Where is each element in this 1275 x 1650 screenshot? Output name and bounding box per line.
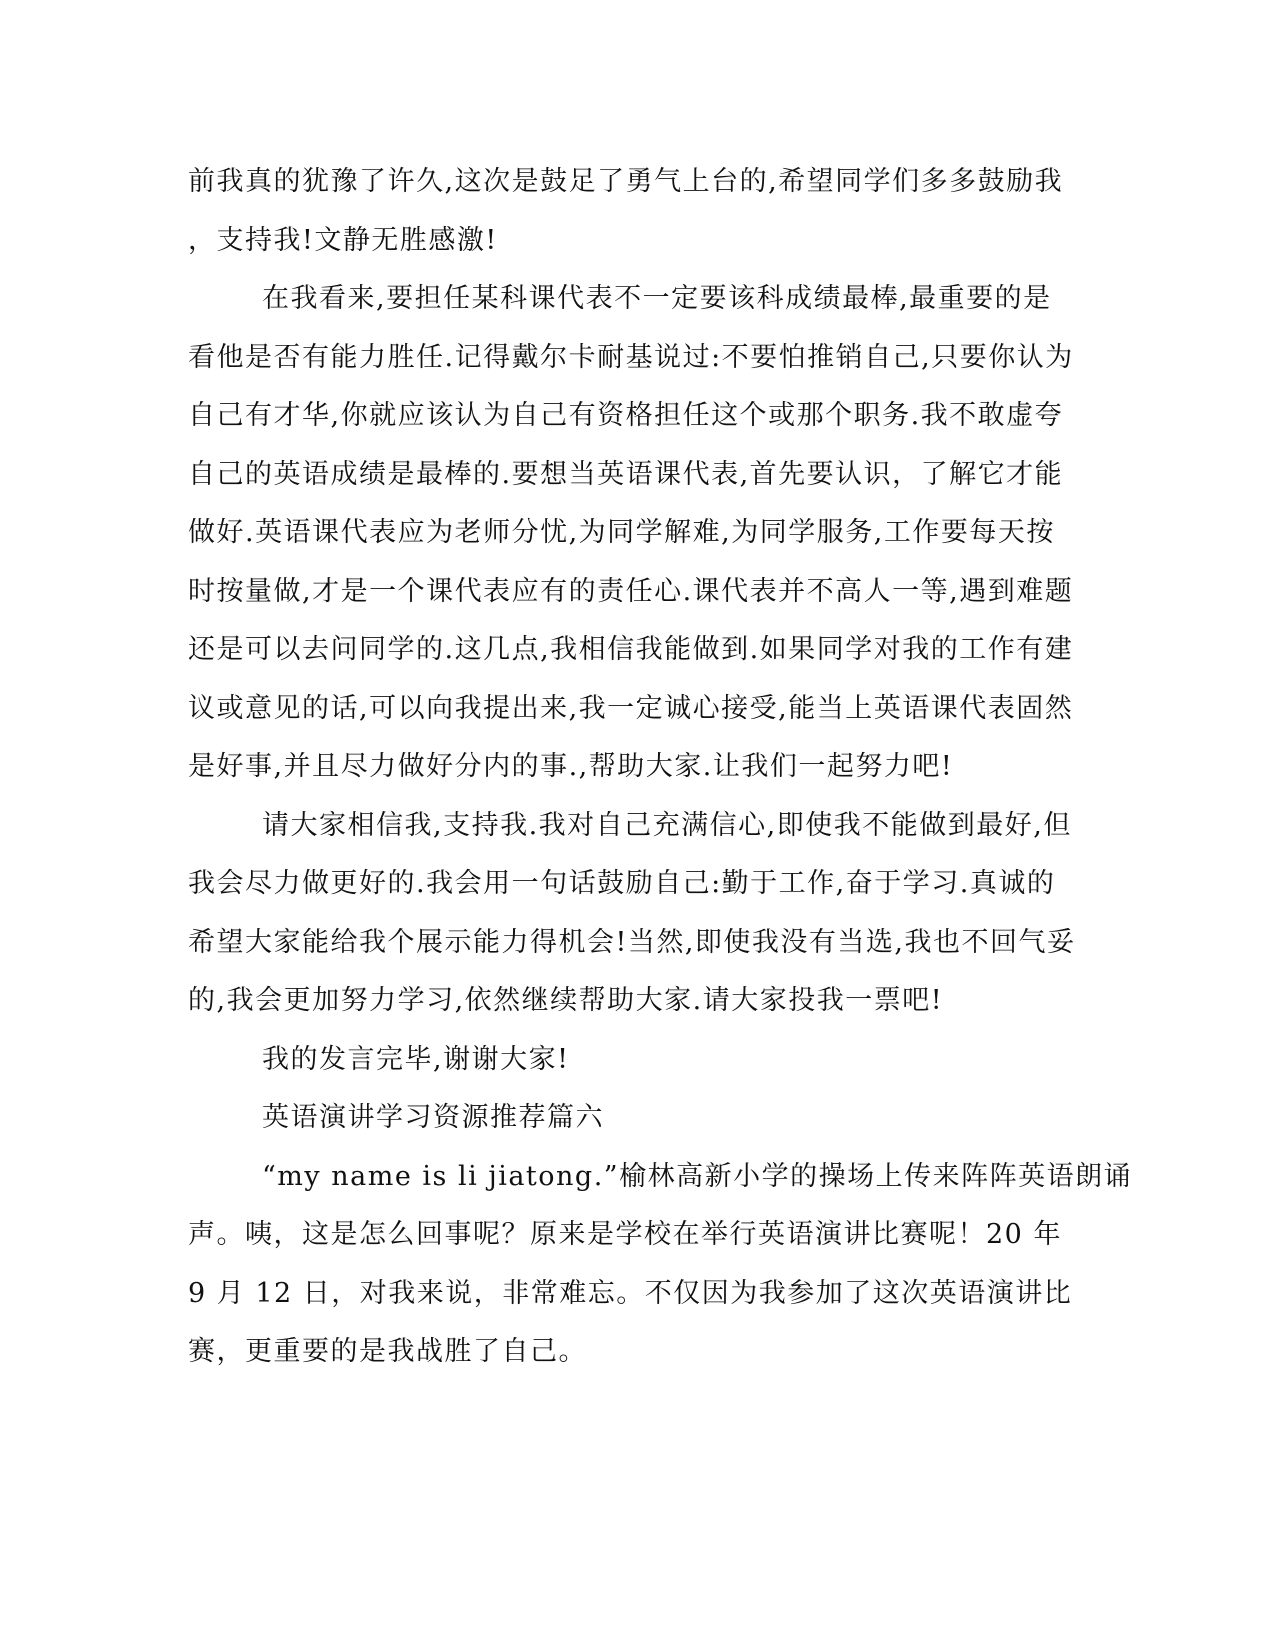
text-line: 时按量做,才是一个课代表应有的责任心.课代表并不高人一等,遇到难题 [188, 576, 1074, 607]
text-line: ，支持我!文静无胜感激! [188, 225, 498, 256]
text-line: 声。咦，这是怎么回事呢？原来是学校在举行英语演讲比赛呢！20 年 [188, 1219, 1062, 1250]
text-line: 9 月 12 日，对我来说，非常难忘。不仅因为我参加了这次英语演讲比 [188, 1278, 1073, 1309]
text-line: 还是可以去问同学的.这几点,我相信我能做到.如果同学对我的工作有建 [188, 634, 1074, 665]
text-line: 前我真的犹豫了许久,这次是鼓足了勇气上台的,希望同学们多多鼓励我 [188, 166, 1064, 197]
text-line: 自己的英语成绩是最棒的.要想当英语课代表,首先要认识，了解它才能 [188, 459, 1064, 490]
paragraph-start: 请大家相信我,支持我.我对自己充满信心,即使我不能做到最好,但 [262, 810, 1072, 841]
paragraph-start: 在我看来,要担任某科课代表不一定要该科成绩最棒,最重要的是 [262, 283, 1052, 314]
text-line: 议或意见的话,可以向我提出来,我一定诚心接受,能当上英语课代表固然 [188, 693, 1074, 724]
text-line: 赛，更重要的是我战胜了自己。 [188, 1336, 587, 1367]
text-line: 希望大家能给我个展示能力得机会!当然,即使我没有当选,我也不回气妥 [188, 927, 1076, 958]
text-line: 自己有才华,你就应该认为自己有资格担任这个或那个职务.我不敢虚夸 [188, 400, 1064, 431]
text-line: 我会尽力做更好的.我会用一句话鼓励自己:勤于工作,奋于学习.真诚的 [188, 868, 1056, 899]
section-heading: 英语演讲学习资源推荐篇六 [262, 1102, 604, 1133]
text-line: 看他是否有能力胜任.记得戴尔卡耐基说过:不要怕推销自己,只要你认为 [188, 342, 1074, 373]
text-line: 做好.英语课代表应为老师分忧,为同学解难,为同学服务,工作要每天按 [188, 517, 1055, 548]
paragraph-start: “my name is li jiatong.”榆林高新小学的操场上传来阵阵英语朗诵 [262, 1161, 1133, 1192]
text-line: 是好事,并且尽力做好分内的事.,帮助大家.让我们一起努力吧! [188, 751, 954, 782]
text-line: 的,我会更加努力学习,依然继续帮助大家.请大家投我一票吧! [188, 985, 944, 1016]
closing-line: 我的发言完毕,谢谢大家! [262, 1044, 570, 1075]
